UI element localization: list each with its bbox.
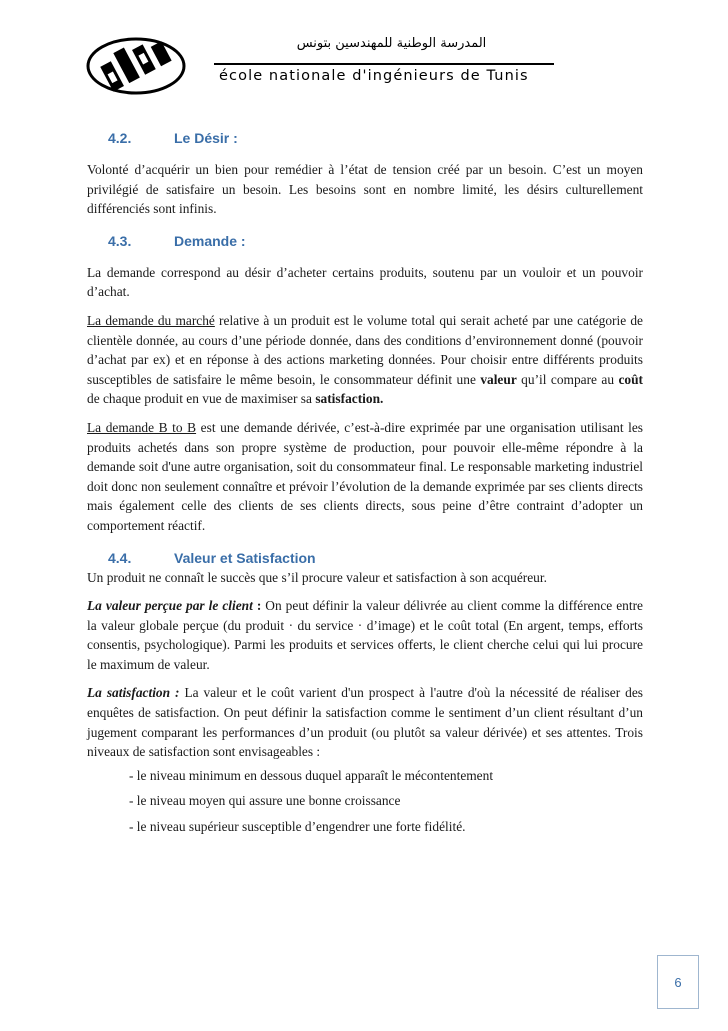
text-run: :	[252, 598, 262, 614]
school-name: école nationale d'ingénieurs de Tunis	[219, 68, 529, 84]
list-item: - le niveau supérieur susceptible d’engendrer une forte fidélité.	[129, 819, 466, 835]
document-body	[87, 128, 643, 843]
section-number: 4.2.	[108, 130, 132, 146]
header-rule	[214, 63, 554, 65]
paragraph-demande-intro: La demande correspond au désir d’acheter certains produits, soutenu par un vouloir et un pouvoir d’achat.	[87, 264, 643, 300]
list-item: - le niveau minimum en dessous duquel apparaît le mécontentement	[129, 767, 494, 783]
term-satisfaction: satisfaction.	[315, 391, 384, 407]
paragraph-demande-marche	[87, 311, 643, 409]
paragraph-demande-btob	[87, 418, 643, 536]
text-run: On peut définir la valeur délivrée au client comme la différence entre la valeur globale perçue (du produit · du service · d’image) et le coût total (En argent, temps, efforts consentis, psychologique). Parmi les produits et services offerts, le client cherche celui qui lui procure le maximum de valeur.	[87, 598, 643, 672]
section-heading-4-4	[87, 548, 643, 568]
section-title: Demande :	[174, 232, 246, 249]
paragraph-valeur-percue	[87, 596, 643, 674]
section-number: 4.4.	[108, 549, 132, 566]
term-demande-btob: La demande B to B	[87, 419, 197, 435]
list-item: - le niveau moyen qui assure une bonne croissance	[129, 793, 401, 809]
term-satisfaction-def: La satisfaction :	[87, 685, 180, 701]
term-valeur-percue: La valeur perçue par le client	[87, 598, 253, 614]
text-run: de chaque produit en vue de maximiser sa	[87, 391, 316, 407]
school-logo	[84, 30, 194, 100]
paragraph-satisfaction	[87, 683, 643, 761]
text-run: relative à un produit est le volume total qui serait acheté par une catégorie de clientèle donnée, au cours d’une période donnée, dans des conditions d’environnement donné (pouvoir d’achat par ex) et en réponse à des actions marketing données. Pour choisir entre différents produits susceptibles de satisfaire le même besoin, le consommateur définit une	[87, 312, 643, 387]
text-run: qu’il compare au	[516, 371, 619, 387]
term-demande-marche: La demande du marché	[87, 312, 215, 328]
satisfaction-levels-list	[87, 766, 643, 837]
text-run: est une demande dérivée, c’est-à-dire exprimée par une organisation utilisant les produits achetés dans son propre système de production, pour pouvoir elle-même répondre à la demande soit d'une autre organisation, soit du consommateur final. Le responsable marketing industriel doit donc non seulement connaître et prévoir l’évolution de la demande exprimée par ses clients directs mais également celle des clients de ses clients directs, sous peine d’être contraint d’adopter un comportement réactif.	[87, 419, 643, 533]
section-title: Valeur et Satisfaction	[174, 549, 316, 566]
section-number: 4.3.	[108, 232, 132, 249]
section-heading-4-2	[87, 128, 643, 148]
section-title: Le Désir :	[174, 130, 238, 146]
page-header	[84, 30, 554, 100]
section-heading-4-3	[87, 231, 643, 251]
page-number: 6	[657, 955, 699, 1009]
paragraph-valeur-intro: Un produit ne connaît le succès que s’il procure valeur et satisfaction à son acquéreur.	[87, 569, 547, 585]
paragraph-desir: Volonté d’acquérir un bien pour remédier à l’état de tension créé par un besoin. C’est un moyen privilégié de satisfaire un besoin. Les besoins sont en nombre limité, les désirs culturellement différenciés sont infinis.	[87, 162, 643, 217]
text-run: La valeur et le coût varient d'un prospect à l'autre d'où la nécessité de réaliser des enquêtes de satisfaction. On peut définir la satisfaction comme le sentiment d’un client résultant d’un jugement comparant les performances d’un produit (ou plutôt sa valeur dérivée) et ses attentes. Trois niveaux de satisfaction sont envisageables :	[87, 685, 643, 760]
term-valeur: valeur	[480, 371, 517, 387]
school-name-arabic: المدرسة الوطنية للمهندسين بتونس	[296, 36, 487, 51]
term-cout: coût	[618, 371, 643, 387]
